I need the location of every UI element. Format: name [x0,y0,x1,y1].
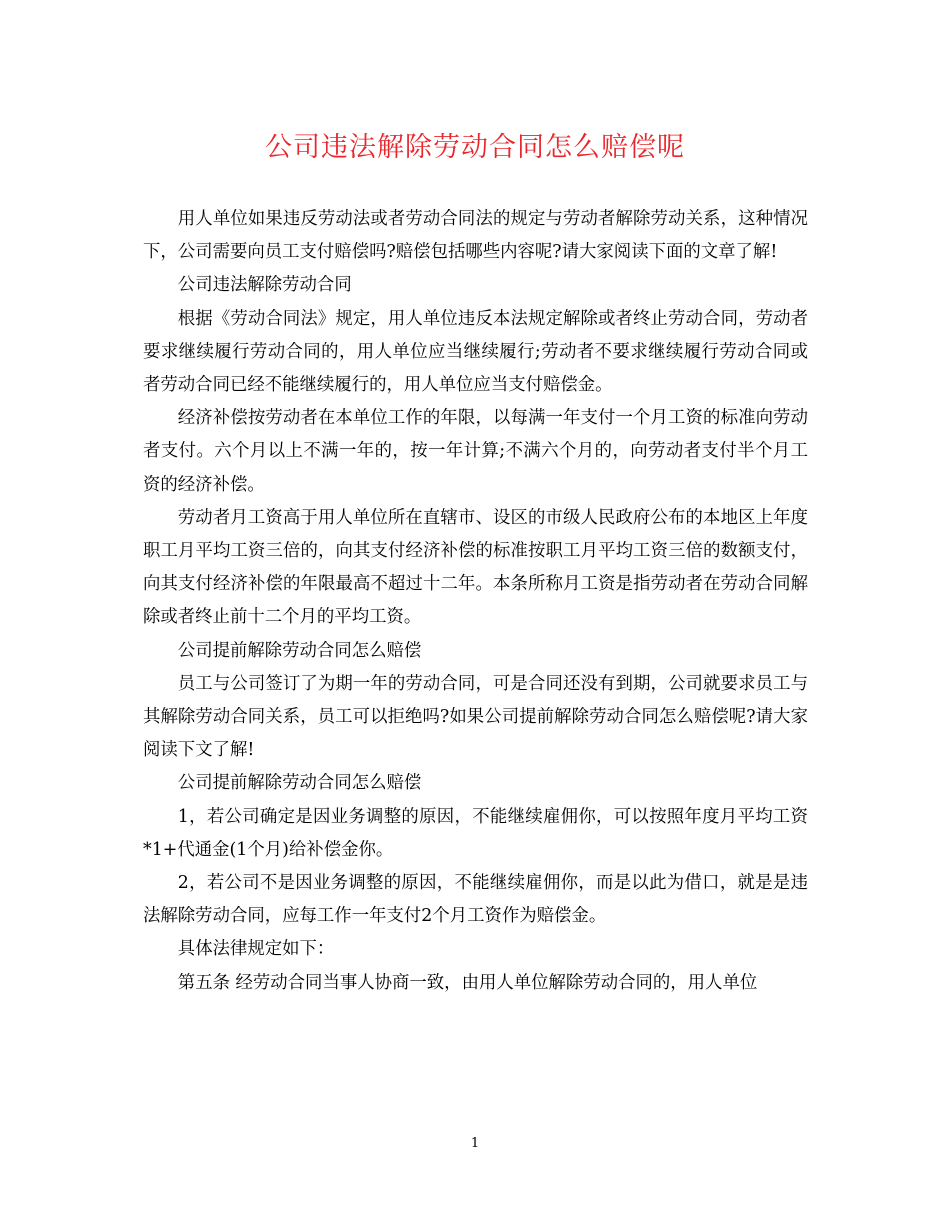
section-heading: 公司违法解除劳动合同 [177,275,352,296]
paragraph-intro: 用人单位如果违反劳动法或者劳动合同法的规定与劳动者解除劳动关系，这种情况下，公司需要向员工支付赔偿吗?赔偿包括哪些内容呢?请大家阅读下面的文章了解! [143,209,808,263]
paragraph: 具体法律规定如下： [177,939,335,960]
paragraph: 根据《劳动合同法》规定，用人单位违反本法规定解除或者终止劳动合同，劳动者要求继续履行劳动合同的，用人单位应当继续履行;劳动者不要求继续履行劳动合同或者劳动合同已经不能继续履行的，用人单位应当支付赔偿金。 [143,308,808,396]
paragraph: 员工与公司签订了为期一年的劳动合同，可是合同还没有到期，公司就要求员工与其解除劳动合同关系，员工可以拒绝吗?如果公司提前解除劳动合同怎么赔偿呢?请大家阅读下文了解! [143,673,808,761]
list-item: 1，若公司确定是因业务调整的原因，不能继续雇佣你，可以按照年度月平均工资*1+代通金(1个月)给补偿金你。 [143,806,808,860]
list-item: 2，若公司不是因业务调整的原因，不能继续雇佣你，而是以此为借口，就是是违法解除劳动合同，应每工作一年支付2个月工资作为赔偿金。 [143,873,808,927]
document-title: 公司违法解除劳动合同怎么赔偿呢 [265,132,685,163]
paragraph: 经济补偿按劳动者在本单位工作的年限，以每满一年支付一个月工资的标准向劳动者支付。六个月以上不满一年的，按一年计算;不满六个月的，向劳动者支付半个月工资的经济补偿。 [143,408,808,495]
document-body [143,203,808,1000]
paragraph: 第五条 经劳动合同当事人协商一致，由用人单位解除劳动合同的，用人单位 [177,972,758,993]
paragraph: 劳动者月工资高于用人单位所在直辖市、设区的市级人民政府公布的本地区上年度职工月平均工资三倍的，向其支付经济补偿的标准按职工月平均工资三倍的数额支付，向其支付经济补偿的年限最高不超过十二年。本条所称月工资是指劳动者在劳动合同解除或者终止前十二个月的平均工资。 [143,507,808,628]
page-number: 1 [470,1136,480,1151]
section-heading: 公司提前解除劳动合同怎么赔偿 [177,773,422,794]
section-heading: 公司提前解除劳动合同怎么赔偿 [177,640,422,661]
